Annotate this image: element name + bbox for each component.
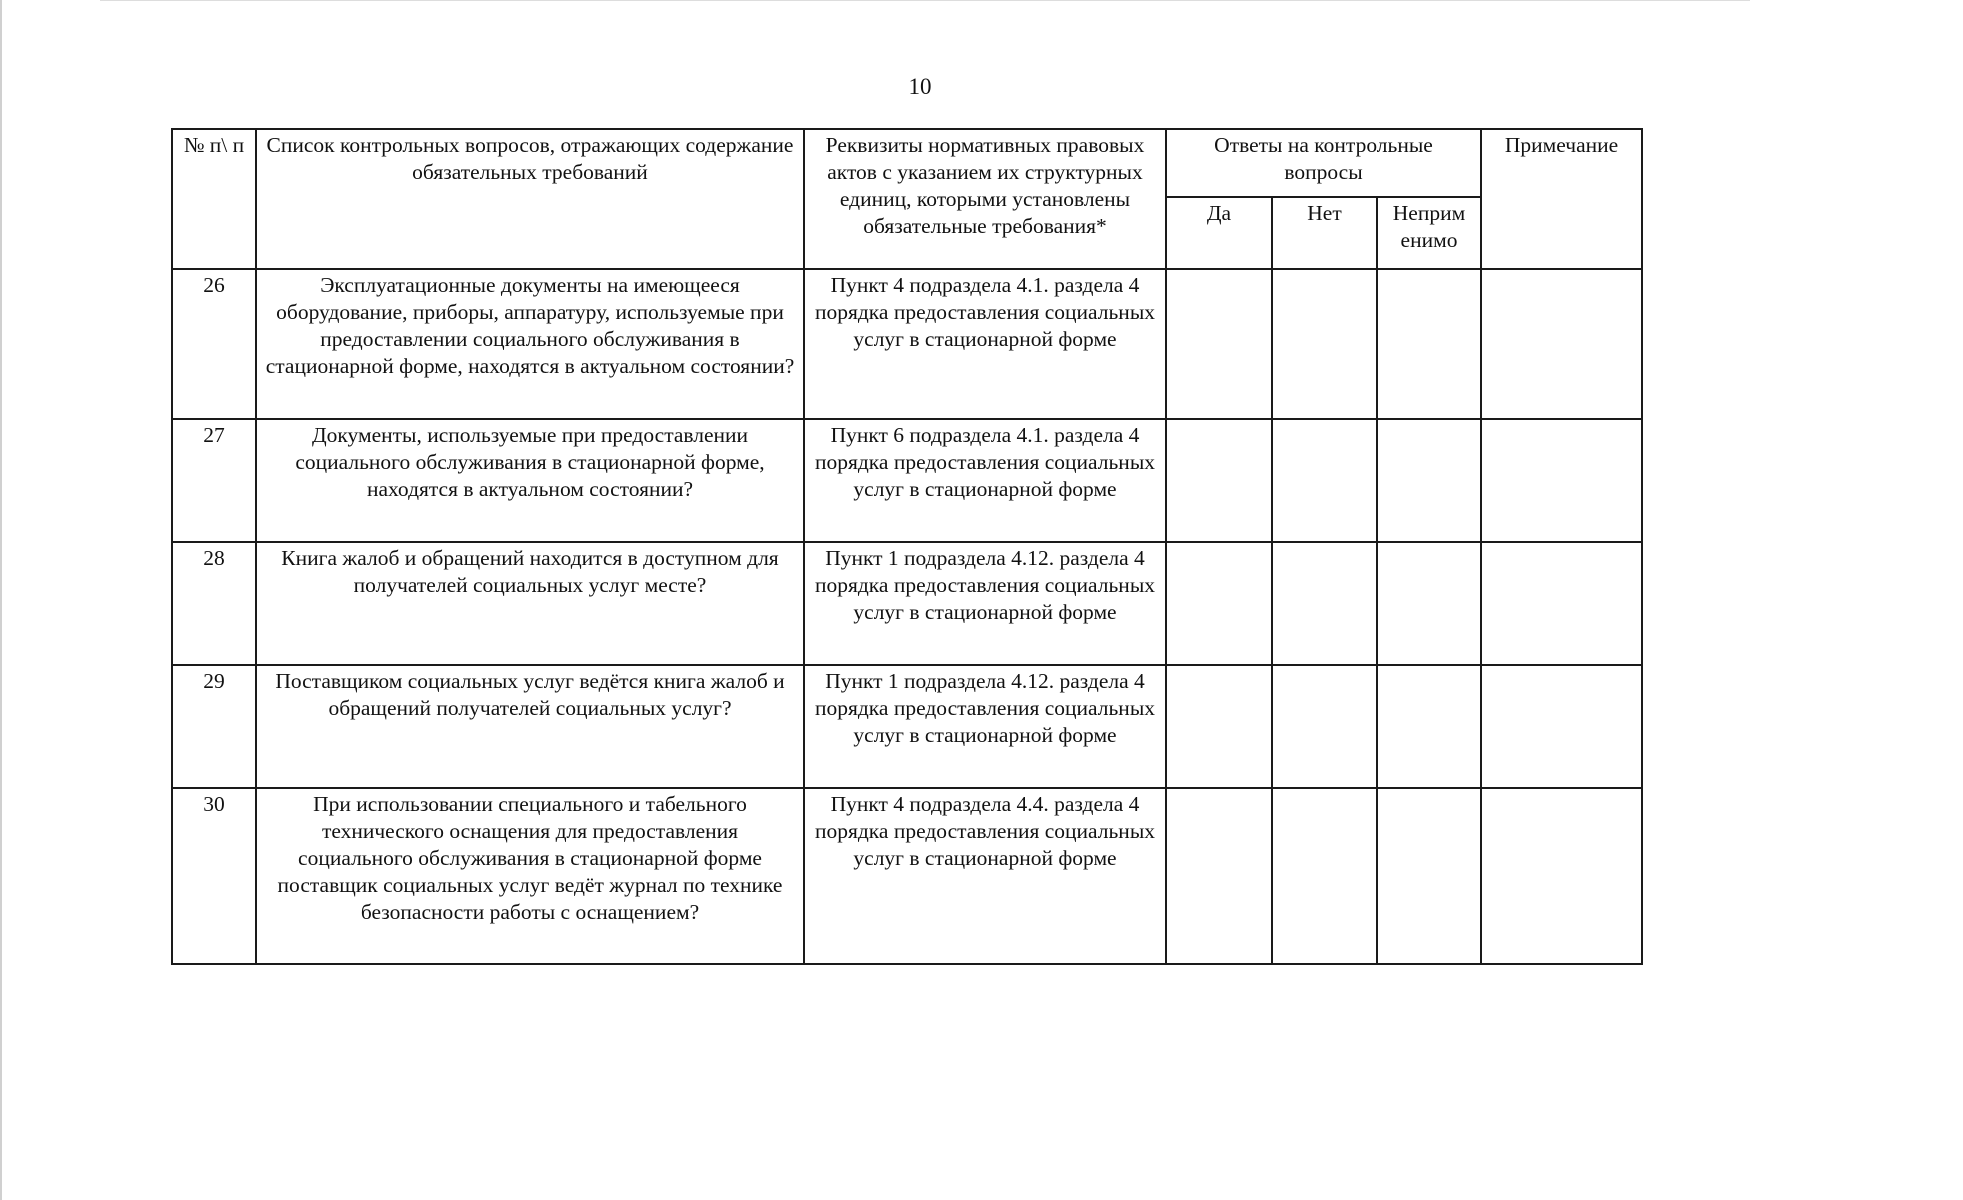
row-question: Поставщиком социальных услуг ведётся книга жалоб и обращений получателей социальных услуг? <box>256 665 804 788</box>
row-question: Документы, используемые при предоставлении социального обслуживания в стационарной форме, находятся в актуальном состоянии? <box>256 419 804 542</box>
note-cell[interactable] <box>1481 269 1642 419</box>
table-row <box>172 788 1642 964</box>
table-row <box>172 665 1642 788</box>
row-question: Эксплуатационные документы на имеющееся оборудование, приборы, аппаратуру, используемые при предоставлении социального обслуживания в стационарной форме, находятся в актуальном состоянии? <box>256 269 804 419</box>
row-num: 30 <box>172 788 256 964</box>
row-requisite: Пункт 4 подраздела 4.4. раздела 4 порядка предоставления социальных услуг в стационарной форме <box>804 788 1166 964</box>
answer-yes-cell[interactable] <box>1166 419 1272 542</box>
row-requisite: Пункт 6 подраздела 4.1. раздела 4 порядка предоставления социальных услуг в стационарной форме <box>804 419 1166 542</box>
header-num: № п\ п <box>172 129 256 269</box>
row-question: Книга жалоб и обращений находится в доступном для получателей социальных услуг месте? <box>256 542 804 665</box>
row-num: 29 <box>172 665 256 788</box>
note-cell[interactable] <box>1481 788 1642 964</box>
answer-no-cell[interactable] <box>1272 665 1377 788</box>
header-questions: Список контрольных вопросов, отражающих содержание обязательных требований <box>256 129 804 269</box>
note-cell[interactable] <box>1481 542 1642 665</box>
answer-yes-cell[interactable] <box>1166 665 1272 788</box>
table-row <box>172 419 1642 542</box>
header-yes: Да <box>1166 197 1272 269</box>
scan-top-line <box>100 0 1750 1</box>
answer-na-cell[interactable] <box>1377 665 1481 788</box>
header-requisites: Реквизиты нормативных правовых актов с указанием их структурных единиц, которыми установлены обязательные требования* <box>804 129 1166 269</box>
row-num: 28 <box>172 542 256 665</box>
header-row <box>172 129 1642 197</box>
note-cell[interactable] <box>1481 419 1642 542</box>
answer-na-cell[interactable] <box>1377 419 1481 542</box>
answer-na-cell[interactable] <box>1377 542 1481 665</box>
header-answers: Ответы на контрольные вопросы <box>1166 129 1481 197</box>
row-question: При использовании специального и табельного технического оснащения для предоставления социального обслуживания в стационарной форме поставщик социальных услуг ведёт журнал по технике безопасности работы с оснащением? <box>256 788 804 964</box>
row-num: 26 <box>172 269 256 419</box>
answer-yes-cell[interactable] <box>1166 269 1272 419</box>
answer-no-cell[interactable] <box>1272 788 1377 964</box>
checklist-table <box>171 128 1643 965</box>
scan-edge-line <box>0 0 2 1200</box>
answer-no-cell[interactable] <box>1272 269 1377 419</box>
row-requisite: Пункт 1 подраздела 4.12. раздела 4 порядка предоставления социальных услуг в стационарной форме <box>804 665 1166 788</box>
answer-na-cell[interactable] <box>1377 269 1481 419</box>
row-requisite: Пункт 4 подраздела 4.1. раздела 4 порядка предоставления социальных услуг в стационарной форме <box>804 269 1166 419</box>
row-requisite: Пункт 1 подраздела 4.12. раздела 4 порядка предоставления социальных услуг в стационарной форме <box>804 542 1166 665</box>
answer-no-cell[interactable] <box>1272 419 1377 542</box>
table-row <box>172 542 1642 665</box>
answer-no-cell[interactable] <box>1272 542 1377 665</box>
header-note: Примечание <box>1481 129 1642 269</box>
answer-yes-cell[interactable] <box>1166 788 1272 964</box>
page-number: 10 <box>908 74 932 99</box>
answer-yes-cell[interactable] <box>1166 542 1272 665</box>
note-cell[interactable] <box>1481 665 1642 788</box>
header-na: Неприм енимо <box>1377 197 1481 269</box>
answer-na-cell[interactable] <box>1377 788 1481 964</box>
row-num: 27 <box>172 419 256 542</box>
header-no: Нет <box>1272 197 1377 269</box>
table-row <box>172 269 1642 419</box>
